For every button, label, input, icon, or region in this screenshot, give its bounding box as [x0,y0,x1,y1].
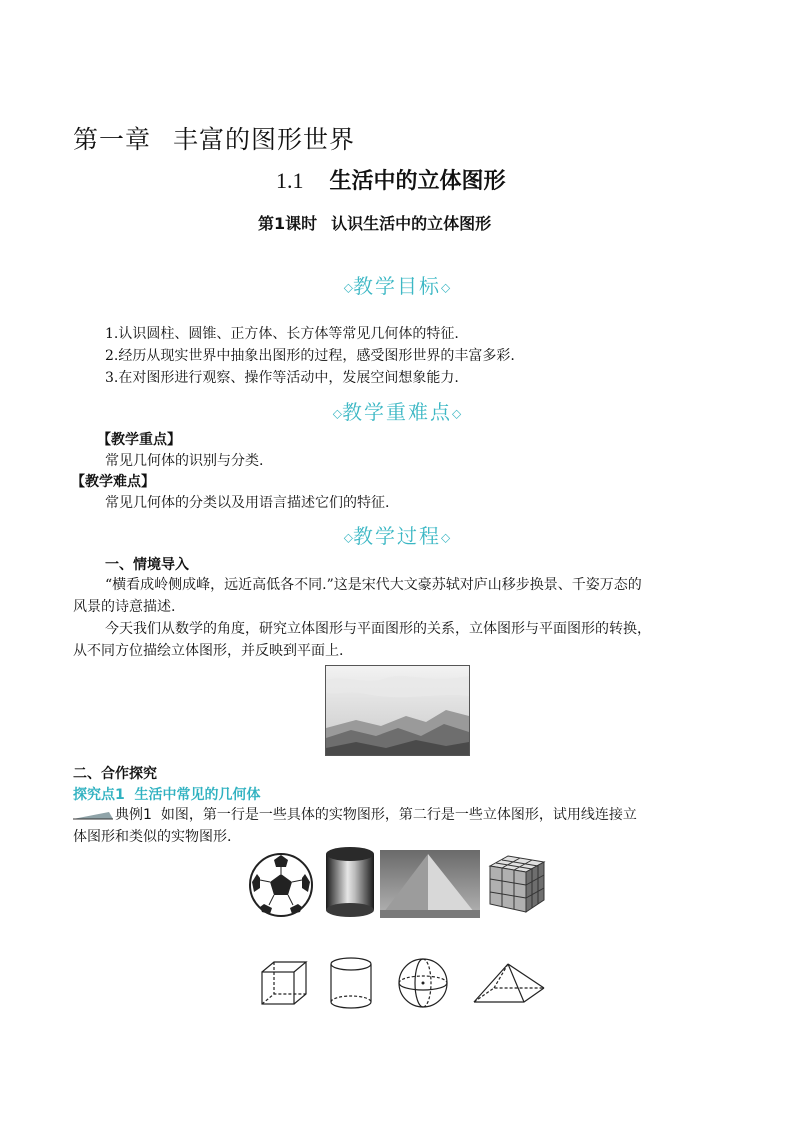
paragraph-line: “横看成岭侧成峰，远近高低各不同.”这是宋代大文豪苏轼对庐山移步换景、千姿万态的 [105,577,642,593]
process-heading [0,520,794,549]
pyramid-solid-icon [472,960,546,1006]
pyramid-photo-icon [380,850,480,918]
chapter-label: 第一章 [73,125,152,154]
explore-label: 探究点1 [73,787,125,803]
part1-title: 一、情境导入 [105,557,189,573]
section-number: 1.1 [276,168,304,193]
chapter-title [73,120,355,156]
paragraph-line: 体图形和类似的实物图形. [73,829,232,845]
soccer-ball-icon [248,852,314,918]
example-line [73,804,637,826]
mountain-landscape-image [325,665,470,756]
explore-title: 生活中常见的几何体 [134,787,261,803]
paragraph-line: 今天我们从数学的角度，研究立体图形与平面图形的关系，立体图形与平面图形的转换， [105,621,651,637]
paragraph-line: 从不同方位描绘立体图形，并反映到平面上. [73,643,344,659]
diamond-icon: ◇ [332,406,342,421]
explore-point [73,784,261,806]
objectives-heading [0,270,794,299]
cylinder-object-icon [324,846,376,918]
rubiks-cube-icon [486,852,548,916]
section-name: 生活中的立体图形 [329,169,506,194]
example-label: 典例1 [115,807,152,823]
diamond-icon: ◇ [452,406,462,421]
diamond-icon: ◇ [441,530,451,545]
part2-title: 二、合作探究 [73,766,157,782]
keypoints-heading [0,396,794,425]
paragraph-line: 风景的诗意描述. [73,599,176,615]
example-tab-icon [73,810,113,820]
objective-item: 2.经历从现实世界中抽象出图形的过程，感受图形世界的丰富多彩. [105,348,515,364]
lesson-name: 认识生活中的立体图形 [331,214,492,233]
process-heading-text: 教学过程 [353,524,441,548]
section-title [276,164,506,195]
diamond-icon: ◇ [343,530,353,545]
cube-solid-icon [258,958,308,1008]
example-text: 如图，第一行是一些具体的实物图形，第二行是一些立体图形，试用线连接立 [160,807,637,823]
difficulty-label: 【教学难点】 [71,474,155,490]
lesson-label: 第1课时 [258,214,318,233]
focus-label: 【教学重点】 [97,432,181,448]
objectives-heading-text: 教学目标 [353,274,441,298]
objective-item: 3.在对图形进行观察、操作等活动中，发展空间想象能力. [105,370,459,386]
lesson-title [258,211,491,234]
keypoints-heading-text: 教学重难点 [342,400,452,424]
objective-item: 1.认识圆柱、圆锥、正方体、长方体等常见几何体的特征. [105,326,459,342]
cylinder-solid-icon [328,956,374,1010]
difficulty-text: 常见几何体的分类以及用语言描述它们的特征. [105,495,390,511]
diamond-icon: ◇ [343,280,353,295]
sphere-solid-icon [396,956,450,1010]
focus-text: 常见几何体的识别与分类. [105,453,264,469]
diamond-icon: ◇ [441,280,451,295]
chapter-name: 丰富的图形世界 [173,125,356,154]
